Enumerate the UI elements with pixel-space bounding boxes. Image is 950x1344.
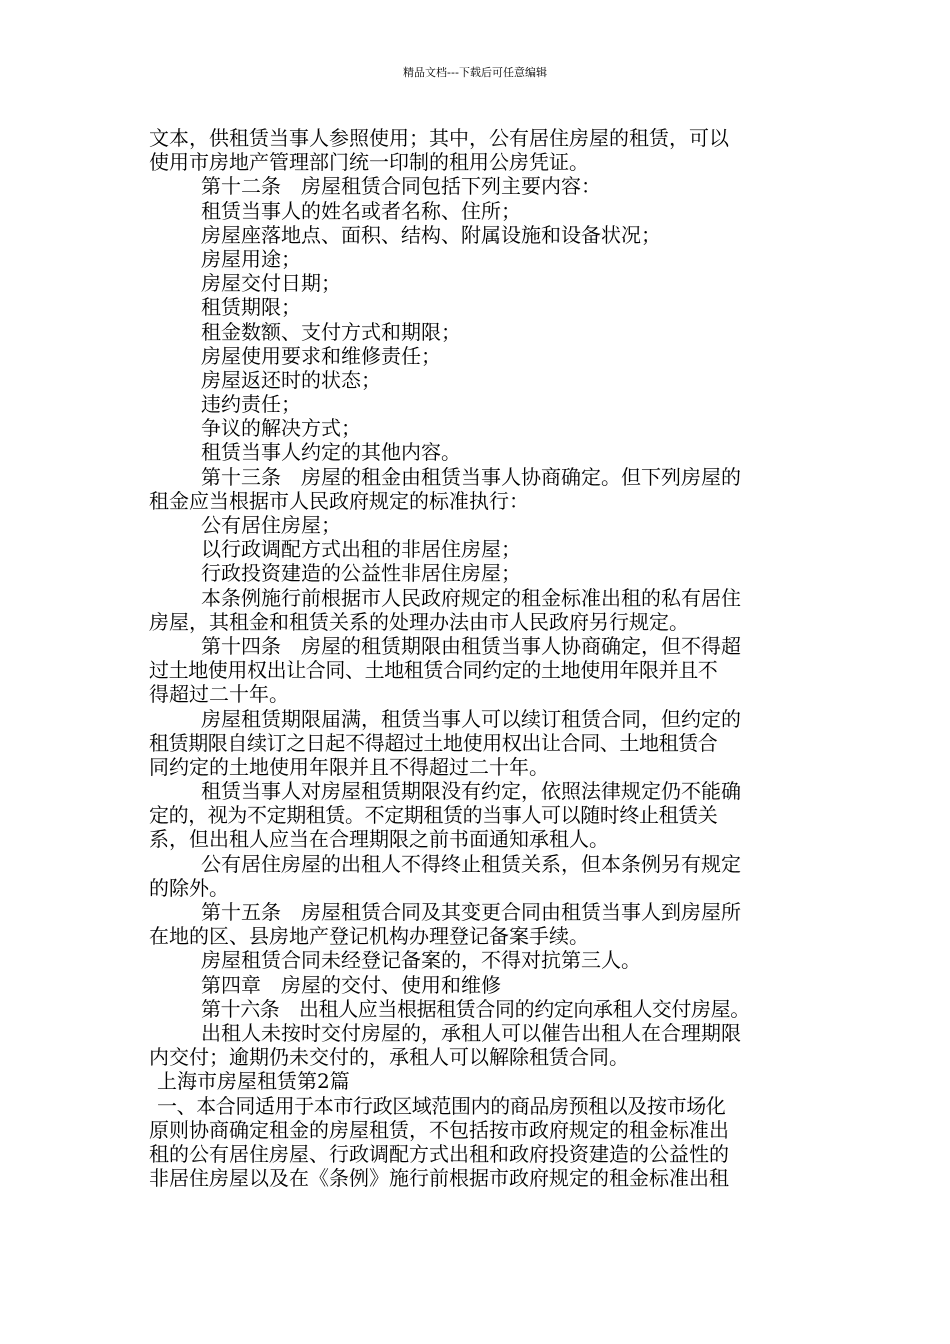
document-body: [149, 126, 809, 1190]
article-15-title: 第十五条 房屋租赁合同及其变更合同由租赁当事人到房屋所: [201, 900, 741, 924]
article-12-title: 第十二条 房屋租赁合同包括下列主要内容：: [201, 174, 601, 199]
text-line: 房屋租赁期限届满，租赁当事人可以续订租赁合同，但约定的: [201, 706, 741, 731]
text-line: 一、本合同适用于本市行政区域范围内的商品房预租以及按市场化: [157, 1093, 726, 1118]
text-line: 内交付；逾期仍未交付的，承租人可以解除租赁合同。: [149, 1045, 629, 1070]
list-item: 以行政调配方式出租的非居住房屋；: [201, 537, 521, 562]
list-item: 房屋返还时的状态；: [201, 367, 381, 392]
article-14-title: 第十四条 房屋的租赁期限由租赁当事人协商确定，但不得超: [201, 633, 741, 658]
text-line: 租赁期限自续订之日起不得超过土地使用权出让合同、土地租赁合: [149, 730, 718, 755]
text-line: 过土地使用权出让合同、土地租赁合同约定的土地使用年限并且不: [149, 658, 718, 683]
article-16-title: 第十六条 出租人应当根据租赁合同的约定向承租人交付房屋。: [201, 996, 750, 1021]
text-line: 同约定的土地使用年限并且不得超过二十年。: [149, 754, 549, 779]
list-item: 租赁当事人的姓名或者名称、住所；: [201, 198, 521, 223]
text-line: 租金应当根据市人民政府规定的标准执行：: [149, 488, 529, 513]
list-item: 租金数额、支付方式和期限；: [201, 319, 461, 344]
text-line: 在地的区、县房地产登记机构办理登记备案手续。: [149, 924, 589, 949]
text-line: 得超过二十年。: [149, 682, 289, 707]
list-item: 行政投资建造的公益性非居住房屋；: [201, 561, 521, 586]
list-item: 公有居住房屋；: [201, 513, 341, 537]
list-item: 租赁期限；: [201, 295, 301, 320]
list-item: 租赁当事人约定的其他内容。: [201, 440, 461, 465]
page-header: 精品文档---下载后可任意编辑: [403, 66, 547, 79]
article-13-title: 第十三条 房屋的租金由租赁当事人协商确定。但下列房屋的: [201, 464, 741, 489]
text-line: 租赁当事人对房屋租赁期限没有约定，依照法律规定仍不能确: [201, 779, 741, 804]
section-title: 上海市房屋租赁第2篇: [157, 1069, 350, 1094]
text-line: 使用市房地产管理部门统一印制的租用公房凭证。: [149, 150, 589, 175]
list-item: 房屋交付日期；: [201, 271, 341, 296]
text-line: 房屋租赁合同未经登记备案的，不得对抗第三人。: [201, 948, 641, 973]
text-line: 的除外。: [149, 875, 229, 900]
text-line: 系，但出租人应当在合理期限之前书面通知承租人。: [149, 827, 609, 852]
list-item: 房屋座落地点、面积、结构、附属设施和设备状况；: [201, 222, 661, 247]
text-line: 定的，视为不定期租赁。不定期租赁的当事人可以随时终止租赁关: [149, 803, 718, 828]
text-line: 租的公有居住房屋、行政调配方式出租和政府投资建造的公益性的: [149, 1141, 729, 1166]
text-line: 非居住房屋以及在《条例》施行前根据市政府规定的租金标准出租: [149, 1166, 729, 1191]
chapter-4-title: 第四章 房屋的交付、使用和维修: [201, 972, 501, 997]
list-item: 房屋使用要求和维修责任；: [201, 343, 441, 368]
list-item: 违约责任；: [201, 392, 301, 417]
text-line: 公有居住房屋的出租人不得终止租赁关系，但本条例另有规定: [201, 851, 741, 876]
list-item: 房屋用途；: [201, 246, 301, 271]
text-line: 本条例施行前根据市人民政府规定的租金标准出租的私有居住: [201, 585, 741, 610]
text-line: 文本，供租赁当事人参照使用；其中，公有居住房屋的租赁，可以: [149, 126, 729, 150]
text-line: 原则协商确定租金的房屋租赁，不包括按市政府规定的租金标准出: [149, 1117, 729, 1142]
text-line: 出租人未按时交付房屋的，承租人可以催告出租人在合理期限: [201, 1020, 741, 1045]
list-item: 争议的解决方式；: [201, 416, 361, 441]
text-line: 房屋，其租金和租赁关系的处理办法由市人民政府另行规定。: [149, 609, 689, 634]
